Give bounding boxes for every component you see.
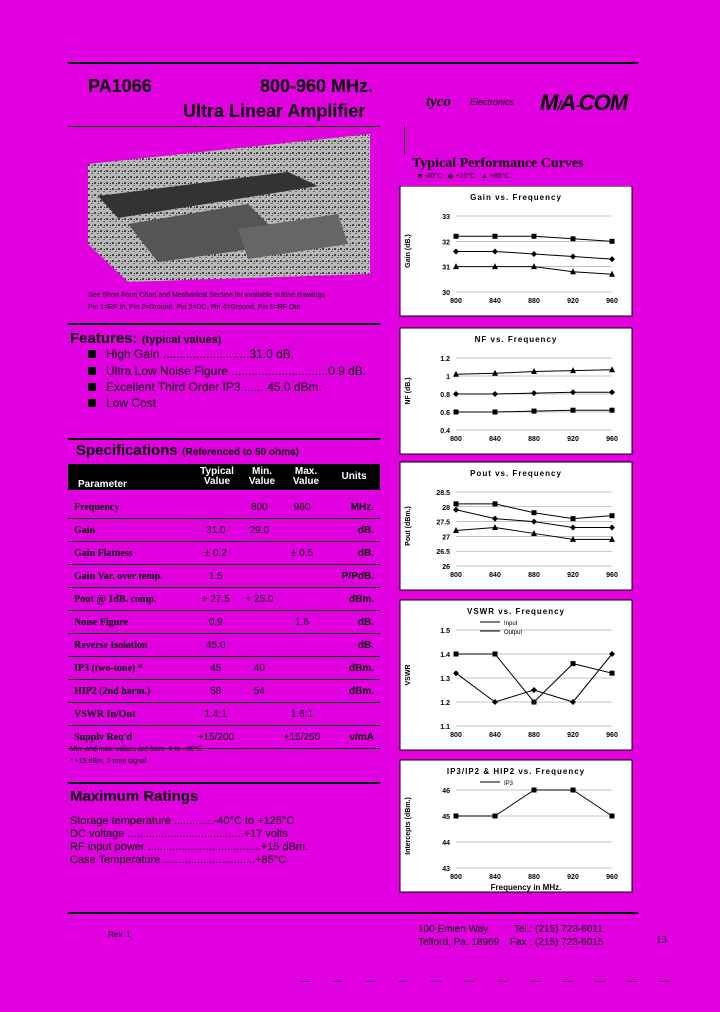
data-point xyxy=(610,814,615,819)
x-tick-label: 840 xyxy=(489,298,501,305)
spec-param: Frequency xyxy=(68,496,193,519)
y-tick-label: 1 xyxy=(446,374,450,381)
spec-max: 1.6:1 xyxy=(280,703,323,726)
spec-min xyxy=(238,726,280,749)
x-tick-label: 880 xyxy=(528,572,540,579)
chart-title: Gain vs. Frequency xyxy=(470,193,562,202)
col-min: Min. Value xyxy=(248,466,276,487)
legend-label: Output xyxy=(504,630,523,636)
spec-units: dBm. xyxy=(324,657,380,680)
y-tick-label: 28 xyxy=(442,504,450,512)
spec-param: Gain Var. over temp. xyxy=(68,565,193,588)
data-point xyxy=(610,671,615,676)
x-tick-label: 880 xyxy=(528,298,540,305)
spec-typ: 58 xyxy=(193,680,238,703)
spec-units: P/PdB. xyxy=(324,565,380,588)
frequency-range: 800-960 MHz. xyxy=(260,76,374,96)
y-tick-label: 0.8 xyxy=(440,392,450,399)
data-point xyxy=(532,234,537,239)
x-tick-label: 800 xyxy=(450,874,462,881)
chart-panel xyxy=(400,328,632,454)
header-divider xyxy=(404,126,405,154)
col-parameter: Parameter xyxy=(78,479,127,490)
chart-title: VSWR vs. Frequency xyxy=(466,607,566,616)
y-tick-label: 0.4 xyxy=(440,428,450,435)
data-point xyxy=(532,700,537,705)
tyco-logo: tyco xyxy=(426,94,451,110)
rating-item: RF input power .....................................+15 dBm. xyxy=(70,841,309,853)
spec-max: 1.6 xyxy=(280,611,323,634)
data-point xyxy=(532,510,537,515)
legend-label: IP3 xyxy=(504,781,514,787)
y-tick-label: 27.5 xyxy=(436,519,450,527)
col-units: Units xyxy=(341,471,367,482)
ratings-heading: Maximum Ratings xyxy=(70,788,199,805)
performance-charts xyxy=(396,186,636,898)
x-tick-label: 880 xyxy=(528,874,540,881)
fax: Fax : (215) 723-6015 xyxy=(510,937,604,948)
y-tick-label: 1.3 xyxy=(440,676,450,683)
spec-row xyxy=(68,680,380,703)
y-tick-label: 45 xyxy=(442,814,450,821)
spec-max xyxy=(280,565,323,588)
spec-units: dB. xyxy=(324,634,380,657)
spec-footnote-2: * +15 dBm, 2 tone signal xyxy=(70,758,147,765)
data-point xyxy=(454,410,459,415)
spec-table xyxy=(68,464,380,490)
spec-typ: +15/200 xyxy=(193,726,238,749)
y-tick-label: 0.6 xyxy=(440,410,450,417)
rating-item: Storage temperature .............-40°C to +125°C xyxy=(70,815,295,827)
spec-min xyxy=(238,611,280,634)
data-point xyxy=(454,652,459,657)
spec-typ: 45.0 xyxy=(193,634,238,657)
y-tick-label: 32 xyxy=(442,239,450,247)
address-line-2: Telford, Pa. 18969 xyxy=(418,937,500,948)
spec-max xyxy=(280,519,323,542)
spec-row xyxy=(68,634,380,657)
features-rule xyxy=(68,323,380,325)
spec-rule xyxy=(68,438,380,440)
spec-min xyxy=(238,565,280,588)
charts-title: Typical Performance Curves xyxy=(412,156,584,171)
y-tick-label: 27 xyxy=(442,534,450,542)
spec-min xyxy=(238,542,280,565)
spec-units xyxy=(324,703,380,726)
data-point xyxy=(454,501,459,506)
product-title: Ultra Linear Amplifier xyxy=(183,101,366,121)
spec-typ: 45 xyxy=(193,657,238,680)
data-point xyxy=(493,410,498,415)
temp-legend: ■ -40°C ◆ +25°C ▲ +85°C xyxy=(418,173,510,180)
feature-item: Ultra Low Noise Figure .............................0.9 dB. xyxy=(88,364,366,378)
spec-param: Gain xyxy=(68,519,193,542)
chart-ylabel: Gain (dB.) xyxy=(405,234,412,268)
legend-label: Input xyxy=(504,621,518,627)
spec-heading: Specifications (Referenced to 50 ohms) xyxy=(76,442,299,459)
spec-min: 29.0 xyxy=(238,519,280,542)
y-tick-label: 31 xyxy=(442,264,450,272)
x-tick-label: 800 xyxy=(450,298,462,305)
y-tick-label: 44 xyxy=(442,840,450,847)
chart-title: NF vs. Frequency xyxy=(474,335,558,344)
data-point xyxy=(454,814,459,819)
x-tick-label: 960 xyxy=(606,298,618,305)
rating-item: DC voltage ......................................+17 volts xyxy=(70,828,288,840)
chart-ylabel: Pout (dBm.) xyxy=(405,506,412,546)
x-tick-label: 880 xyxy=(528,436,540,443)
spec-max: 960 xyxy=(280,496,323,519)
data-point xyxy=(610,408,615,413)
y-tick-label: 1.4 xyxy=(440,652,450,659)
y-tick-label: 46 xyxy=(442,788,450,795)
telephone: Tel.: (215) 723-6011 xyxy=(514,924,603,935)
x-tick-label: 840 xyxy=(489,874,501,881)
y-tick-label: 1.2 xyxy=(440,700,450,707)
x-tick-label: 960 xyxy=(606,732,618,739)
spec-table-body xyxy=(68,496,380,749)
feature-item: Excellent Third Order IP3 .......45.0 dBm. xyxy=(88,380,322,394)
x-tick-label: 800 xyxy=(450,732,462,739)
feature-item: High Gain ..........................31.0 dB. xyxy=(88,347,294,361)
spec-min: 54 xyxy=(238,680,280,703)
x-tick-label: 920 xyxy=(567,874,579,881)
spec-typ: + 27.5 xyxy=(193,588,238,611)
y-tick-label: 1.2 xyxy=(440,356,450,363)
rating-item: Case Temperature ..............................+85°C xyxy=(70,854,287,866)
y-tick-label: 43 xyxy=(442,866,450,873)
chart-panel xyxy=(400,186,632,316)
col-typical: Typical Value xyxy=(200,466,234,487)
spec-param: IP3 (two-tone) * xyxy=(68,657,193,680)
y-tick-label: 1.1 xyxy=(440,724,450,731)
y-tick-label: 33 xyxy=(442,214,450,221)
revision: Rev. 1 xyxy=(108,930,131,939)
spec-units: MHz. xyxy=(324,496,380,519)
spec-min: + 25.0 xyxy=(238,588,280,611)
spec-typ: 0.9 xyxy=(193,611,238,634)
x-tick-label: 920 xyxy=(567,732,579,739)
feature-item: Low Cost xyxy=(88,396,156,410)
data-point xyxy=(493,814,498,819)
chart-title: Pout vs. Frequency xyxy=(470,469,562,478)
spec-units: dB. xyxy=(324,542,380,565)
spec-min: 40 xyxy=(238,657,280,680)
spec-row xyxy=(68,565,380,588)
x-tick-label: 920 xyxy=(567,572,579,579)
data-point xyxy=(610,239,615,244)
spec-units: dB. xyxy=(324,519,380,542)
y-tick-label: 1.5 xyxy=(440,628,450,635)
x-tick-label: 960 xyxy=(606,436,618,443)
spec-param: Pout @ 1dB. comp. xyxy=(68,588,193,611)
x-tick-label: 880 xyxy=(528,732,540,739)
spec-param: Supply Req'd xyxy=(68,726,193,749)
spec-units: dBm. xyxy=(324,588,380,611)
spec-typ: 31.0 xyxy=(193,519,238,542)
spec-min xyxy=(238,634,280,657)
spec-min xyxy=(238,703,280,726)
spec-row xyxy=(68,542,380,565)
bottom-dashes: — — — — — — — — — — — — xyxy=(300,976,681,987)
spec-max: ± 0.5 xyxy=(280,542,323,565)
macom-logo: M/A-COM xyxy=(540,90,628,115)
spec-row xyxy=(68,611,380,634)
spec-min: 800 xyxy=(238,496,280,519)
data-point xyxy=(610,513,615,518)
chart-panel xyxy=(400,462,632,590)
part-number: PA1066 xyxy=(88,76,152,96)
spec-row xyxy=(68,519,380,542)
chart-panel xyxy=(400,760,632,892)
outline-note: See Short Form Chart and Mechanical Section for available outline drawings xyxy=(88,292,325,299)
spec-typ: 1.5 xyxy=(193,565,238,588)
spec-param: Reverse Isolation xyxy=(68,634,193,657)
x-tick-label: 960 xyxy=(606,572,618,579)
data-point xyxy=(532,409,537,414)
spec-header-row xyxy=(68,464,380,490)
data-point xyxy=(493,652,498,657)
x-tick-label: 800 xyxy=(450,436,462,443)
chart-ylabel: Intercepts (dBm.) xyxy=(405,797,412,855)
page-number: 13 xyxy=(656,934,667,946)
chart-xlabel: Frequency in MHz. xyxy=(490,883,562,892)
header-rule xyxy=(68,126,380,127)
spec-row xyxy=(68,703,380,726)
spec-max: +15/250 xyxy=(280,726,323,749)
y-tick-label: 26 xyxy=(442,564,450,571)
chart-title: IP3/IP2 & HIP2 vs. Frequency xyxy=(446,767,586,776)
data-point xyxy=(532,788,537,793)
data-point xyxy=(493,234,498,239)
spec-row xyxy=(68,588,380,611)
pin-note: Pin 1=RF In, Pin 2=Ground, Pin 3=DC, Pin 4=Ground, Pin 5=RF Out xyxy=(88,304,301,311)
product-photo xyxy=(88,134,370,282)
y-tick-label: 30 xyxy=(442,290,450,297)
ratings-rule xyxy=(68,782,380,784)
spec-units: v/mA xyxy=(324,726,380,749)
data-point xyxy=(571,788,576,793)
spec-typ: ± 0.2 xyxy=(193,542,238,565)
spec-max xyxy=(280,588,323,611)
spec-typ: 1.4:1 xyxy=(193,703,238,726)
spec-param: HIP2 (2nd harm.) xyxy=(68,680,193,703)
spec-units: dB. xyxy=(324,611,380,634)
data-point xyxy=(571,236,576,241)
spec-param: Noise Figure xyxy=(68,611,193,634)
data-point xyxy=(571,408,576,413)
top-rule xyxy=(68,62,638,64)
x-tick-label: 840 xyxy=(489,572,501,579)
data-point xyxy=(454,234,459,239)
spec-param: Gain Flatness xyxy=(68,542,193,565)
electronics-logo: Electronics xyxy=(470,97,515,107)
x-tick-label: 800 xyxy=(450,572,462,579)
y-tick-label: 28.5 xyxy=(436,490,450,497)
spec-row xyxy=(68,657,380,680)
spec-footnote-1: Min. and max. values are from -0 to +85°C xyxy=(70,746,202,753)
spec-param: VSWR In/Out xyxy=(68,703,193,726)
x-tick-label: 960 xyxy=(606,874,618,881)
spec-row xyxy=(68,496,380,519)
spec-typ xyxy=(193,496,238,519)
address-line-1: 100 Emlen Way xyxy=(418,924,489,935)
features-heading: Features: (typical values) xyxy=(70,330,222,347)
x-tick-label: 920 xyxy=(567,436,579,443)
spec-max xyxy=(280,680,323,703)
x-tick-label: 920 xyxy=(567,298,579,305)
footer-rule xyxy=(68,912,638,914)
chart-ylabel: NF (dB.) xyxy=(405,377,412,405)
data-point xyxy=(493,501,498,506)
y-tick-label: 26.5 xyxy=(436,549,450,557)
spec-max xyxy=(280,657,323,680)
col-max: Max. Value xyxy=(292,466,320,487)
spec-max xyxy=(280,634,323,657)
chart-ylabel: VSWR xyxy=(405,664,412,686)
x-tick-label: 840 xyxy=(489,436,501,443)
data-point xyxy=(571,516,576,521)
data-point xyxy=(571,661,576,666)
spec-units: dBm. xyxy=(324,680,380,703)
x-tick-label: 840 xyxy=(489,732,501,739)
